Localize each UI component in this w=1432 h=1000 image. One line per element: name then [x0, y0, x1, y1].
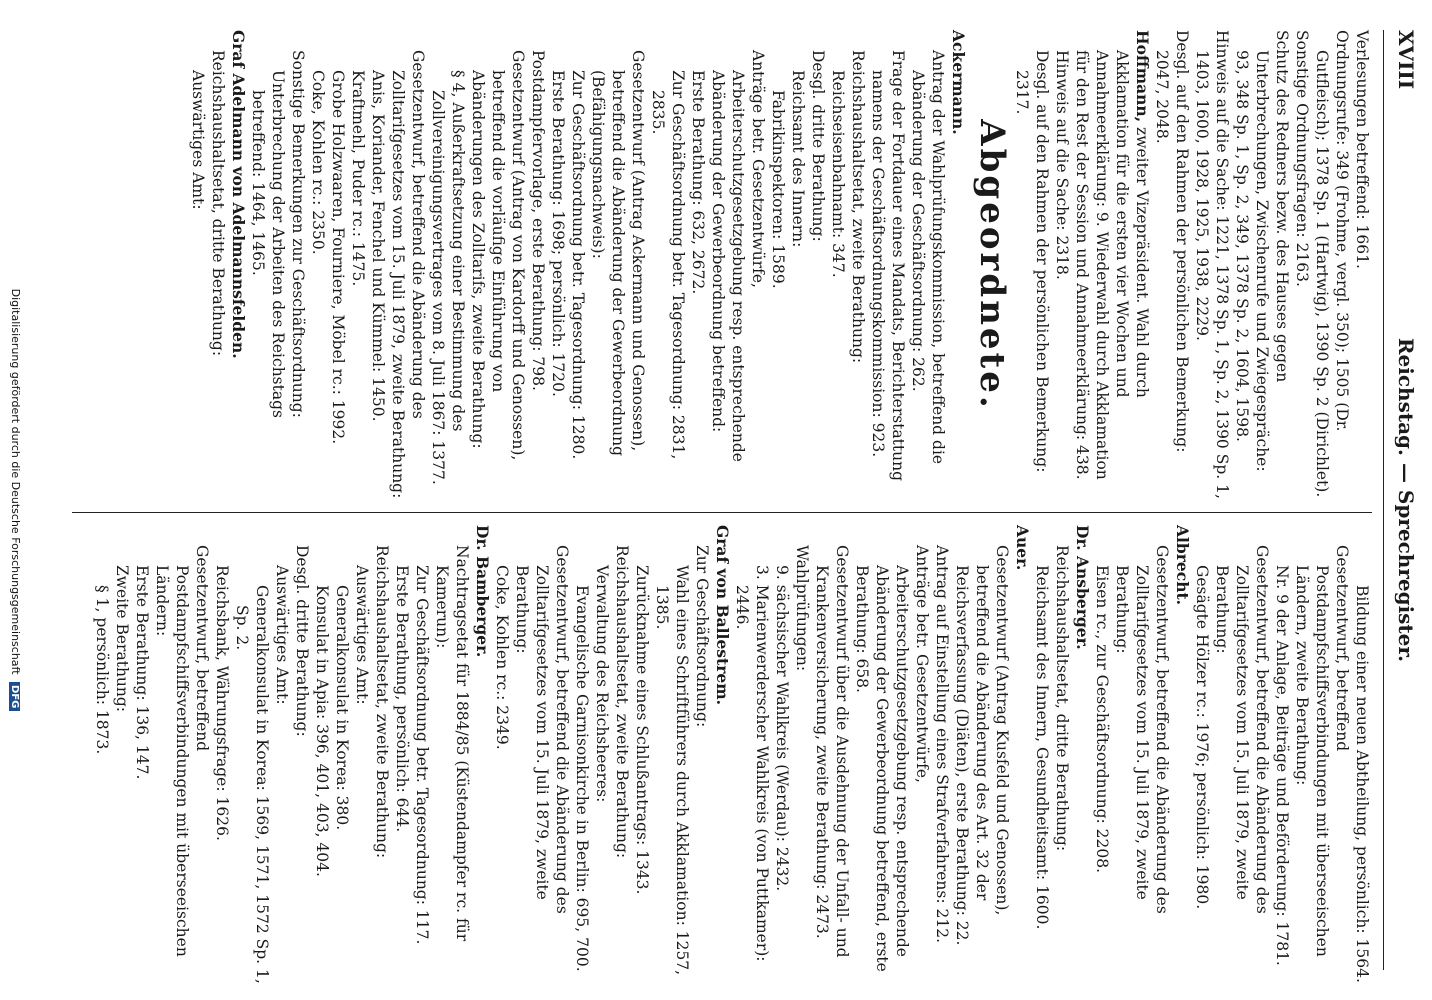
- index-line: Reichsamt des Innern, Gesundheitsamt: 1600.: [1033, 565, 1051, 930]
- index-line: Erste Berathung: 1698; persönlich: 1720.: [549, 70, 567, 397]
- index-line: zweiter Vizepräsident. Wahl durch Akklamation für die ersten vier Wochen und Annahmeerklärung: 9. Wiederwahl durch Akklamation für den Rest der Session und Annahmeerklärung: 438.: [1073, 50, 1151, 480]
- credit-text: Digitalisierung gefördert durch die Deutsche Forschungsgemeinschaft: [9, 288, 22, 675]
- index-line: Zur Geschäftsordnung betr. Tagesordnung: 2831, 2835.: [649, 70, 687, 460]
- entry-name: Ackermann.: [949, 30, 968, 135]
- index-line: Auswärtiges Amt:: [353, 565, 371, 705]
- entry-ansberger: [1032, 525, 1092, 987]
- index-line: Antrag der Wahlprüfungskommission, betreffend die Abänderung der Geschäftsordnung: 262.: [909, 50, 947, 465]
- index-line: Reichshaushaltsetat, zweite Berathung:: [849, 50, 867, 364]
- entry-name: Graf von Ballestrem.: [713, 525, 732, 706]
- index-line: Coke, Kohlen rc.: 2349.: [493, 565, 511, 750]
- entry-name: Auer.: [1013, 525, 1032, 571]
- entry-ballestrem: [492, 525, 732, 987]
- index-line: Ordnungsrufe: 349 (Frohme, vergl. 350); 1505 (Dr. Gutfleisch); 1378 Sp. 1 (Hartwig), 1390 Sp. 2 (Dirichlet).: [1313, 30, 1351, 498]
- index-line: Nr. 9 der Anlage, Beiträge und Beförderung: 1781.: [1273, 565, 1291, 966]
- index-line: Bildung einer neuen Abtheilung, persönlich: 1564.: [1353, 585, 1371, 983]
- index-line: Reichsamt des Innern:: [789, 70, 807, 248]
- index-line: Sonstige Bemerkungen zur Geschäftsordnung:: [289, 50, 307, 418]
- page-header: [1383, 30, 1424, 970]
- entry-bamberger: [92, 525, 492, 987]
- section-title: Abgeordnete.: [972, 119, 1012, 411]
- entry-adelmann: [188, 30, 248, 500]
- left-column: [120, 30, 1372, 500]
- index-line: Konsulat in Apia: 396, 401, 403, 404.: [313, 585, 331, 877]
- index-line: Anträge betr. Gesetzentwürfe, Arbeiterschutzgesetzgebung resp. entsprechende Abänderung der Gewerbeordnung betreffend:: [709, 50, 767, 462]
- index-line: Desgl. dritte Berathung:: [293, 545, 311, 737]
- entry-albrecht: [1092, 525, 1192, 987]
- index-line: Postdampfervorlage, erste Berathung: 798.: [529, 50, 547, 391]
- entry-hoffmann: [1012, 30, 1152, 500]
- index-line: Grobe Holzwaaren, Fourniere, Möbel rc.: 1992.: [329, 70, 347, 445]
- index-line: Generalkonsulat in Korea: 1569, 1571, 1572 Sp. 1, Sp. 2.: [233, 585, 271, 984]
- index-line: Gesägte Hölzer rc.: 1976; persönlich: 1980.: [1193, 565, 1211, 910]
- entry-name: Dr. Bamberger.: [473, 525, 492, 658]
- index-line: Erste Berathung, persönlich: 644.: [393, 565, 411, 833]
- entry-auer: [732, 525, 1032, 987]
- index-line: Anträge betr. Gesetzentwürfe, Arbeiterschutzgesetzgebung resp. entsprechende Abänderung der Gewerbeordnung betreffend, erste Berathung: 658.: [853, 545, 931, 972]
- index-line: Gesetzentwurf, betreffend die Abänderung des Zolltarifgesetzes vom 15. Juli 1879, zweite Berathung:: [1213, 545, 1271, 914]
- index-line: Gesetzentwurf, betreffend Postdampfschiffsverbindungen mit überseeischen Ländern, zweite Berathung:: [1293, 545, 1351, 957]
- index-line: Anis, Koriander, Fenchel und Kümmel: 1450.: [369, 70, 387, 422]
- index-line: Zur Geschäftsordnung:: [693, 545, 711, 728]
- entry-name: Graf Adelmann von Adelmannsfelden.: [229, 30, 248, 359]
- index-line: Gesetzentwurf (Antrag Ackermann und Genossen), betreffend die Abänderung der Gewerbeordnung (Befähigungsnachweis):: [589, 50, 647, 457]
- running-title: Reichstag. — Sprechregister.: [1394, 337, 1418, 663]
- right-column: [93, 525, 1372, 987]
- entry-ackermann: [248, 30, 968, 500]
- index-line: Reichshaushaltsetat, zweite Berathung:: [373, 545, 391, 859]
- index-line: Wahlprüfungen:: [793, 545, 811, 672]
- index-line: Frage der Fortdauer eines Mandats, Berichterstattung namens der Geschäftsordnungskommission: 923.: [869, 50, 907, 482]
- index-line: Desgl. dritte Berathung:: [809, 50, 827, 242]
- index-line: Nachtragsetat für 1884/85 (Küstendampfer rc. für Kamerun):: [433, 545, 471, 942]
- index-line: Reichshaushaltsetat, dritte Berathung:: [209, 50, 227, 357]
- index-line: Verwaltung des Reichsheeres:: [593, 565, 611, 803]
- dfg-logo: DFG: [9, 682, 20, 711]
- index-line: Zweite Berathung:: [113, 565, 131, 713]
- index-line: Fabrikinspektoren: 1589.: [769, 90, 787, 289]
- index-line: § 1, persönlich: 1873.: [93, 585, 111, 755]
- entry-name: Dr. Ansberger.: [1073, 525, 1092, 650]
- index-line: Verlesungen betreffend: 1661.: [1353, 30, 1371, 269]
- index-line: Gesetzentwurf (Antrag Kusfeld und Genossen), betreffend die Abänderung des Art. 32 der Reichsverfassung (Diäten), erste Berathung: 22.: [953, 545, 1011, 946]
- index-line: Gesetzentwurf, betreffend die Abänderung des Zolltarifgesetzes vom 15. Juli 1879, zweite Berathung:: [1113, 545, 1171, 914]
- index-line: Auswärtiges Amt:: [273, 565, 291, 705]
- index-line: Zurücknahme eines Schlußantrags: 1343.: [633, 565, 651, 895]
- digitization-credit: [4, 0, 22, 1000]
- index-line: Erste Berathung: 632, 2672.: [689, 70, 707, 295]
- index-line: Zur Geschäftsordnung betr. Tagesordnung: 1280.: [569, 70, 587, 460]
- index-line: § 4, Außerkraftsetzung einer Bestimmung des Zollvereinigungsvertrages vom 8. Juli 1867: 1377.: [429, 70, 467, 485]
- index-line: Sonstige Ordnungsfragen: 2163.: [1293, 30, 1311, 287]
- index-line: Zur Geschäftsordnung betr. Tagesordnung: 117.: [413, 565, 431, 945]
- index-line: Gesetzentwurf, betreffend die Abänderung des Zolltarifgesetzes vom 15. Juli 1879, zweite Berathung:: [389, 50, 427, 499]
- index-line: Reichsbank, Währungsfrage: 1626.: [213, 565, 231, 841]
- index-line: Hinweis auf die Sache: 2318.: [1053, 50, 1071, 280]
- index-line: Unterbrechung der Arbeiten des Reichstags betreffend: 1464, 1465.: [249, 70, 287, 418]
- index-line: Gesetzentwurf (Antrag von Kardorff und Genossen), betreffend die vorläufige Einführung von Abänderungen des Zolltarifs, zweite Berathung:: [469, 50, 527, 461]
- entry-name: Albrecht.: [1173, 525, 1192, 606]
- index-line: Desgl. auf den Rahmen der persönlichen Bemerkung: 2317.: [1013, 50, 1051, 473]
- index-line: Hinweis auf die Sache: 1221, 1378 Sp. 1, Sp. 2, 1390 Sp. 1, 1403, 1600, 1928, 1925, 1938, 2229.: [1193, 30, 1231, 499]
- index-line: Gesetzentwurf, betreffend die Abänderung des Zolltarifgesetzes vom 15. Juli 1879, zweite Berathung:: [513, 545, 571, 914]
- index-line: Generalkonsulat in Korea: 380.: [333, 585, 351, 831]
- index-line: Erste Berathung: 136, 147.: [133, 565, 151, 780]
- index-line: Evangelische Garnisonkirche in Berlin: 695, 700.: [573, 585, 591, 972]
- index-line: 9. sächsischer Wahlkreis (Werdau): 2432.: [773, 565, 791, 892]
- index-line: 3. Marienwerderscher Wahlkreis (von Puttkamer): 2446.: [733, 565, 771, 962]
- index-line: Gesetzentwurf über die Ausdehnung der Unfall- und Krankenversicherung, zweite Berathung: 2473.: [813, 545, 851, 958]
- column-divider: [72, 512, 1372, 513]
- index-line: Wahl eines Schriftführers durch Akklamation: 1257, 1385.: [653, 565, 691, 976]
- index-line: Desgl. auf den Rahmen der persönlichen Bemerkung: 2047, 2048.: [1153, 30, 1191, 453]
- index-line: Reichshaushaltsetat, zweite Berathung:: [613, 545, 631, 859]
- index-line: Schutz des Redners bezw. des Hauses gegen Unterbrechungen, Zwischenrufe und Zwiegespräche: 93, 348 Sp. 1, Sp. 2, 349, 1378 Sp. 2, 1604, 1598.: [1233, 30, 1291, 472]
- index-line: Reichshaushaltsetat, dritte Berathung:: [1053, 545, 1071, 852]
- index-line: Reichseisenbahnamt: 347.: [829, 70, 847, 278]
- index-line: Coke, Kohlen rc.: 2350.: [309, 70, 327, 255]
- index-line: Antrag auf Einstellung eines Strafverfahrens: 212.: [933, 545, 951, 944]
- index-line: Auswärtiges Amt:: [189, 70, 207, 210]
- index-line: Kraftmehl, Puder rc.: 1475.: [349, 70, 367, 287]
- index-line: Gesetzentwurf, betreffend Postdampfschiffsverbindungen mit überseeischen Ländern:: [153, 545, 211, 957]
- entry-name: Hoffmann,: [1133, 30, 1152, 123]
- page-number: XVIII: [1394, 30, 1418, 90]
- index-line: Eisen rc., zur Geschäftsordnung: 2208.: [1093, 565, 1111, 874]
